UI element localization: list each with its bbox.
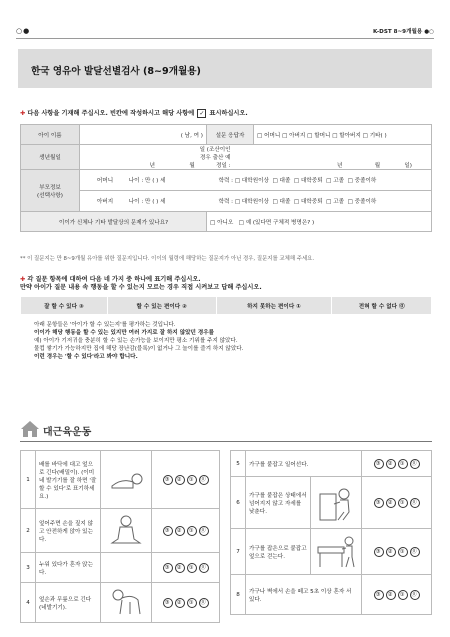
item-row	[231, 575, 432, 615]
respondent-options[interactable]	[254, 125, 432, 145]
baby-sitting-icon	[106, 513, 146, 547]
form-code: K-DST 8~9개월용 ●○	[373, 29, 434, 35]
item-number: 6	[231, 477, 246, 529]
disease-no-checkbox[interactable]: □ 아니오	[210, 219, 234, 226]
item-number: 4	[21, 583, 36, 623]
scale-3: 잘 할 수 있다 ③	[21, 297, 108, 315]
item-row	[21, 583, 220, 623]
due-month-unit: 월	[374, 163, 381, 169]
due-date-label: 일 (조산이인 경우 출산 예정일 :	[199, 147, 231, 169]
item-number: 5	[231, 451, 246, 477]
guide-line: 예) 아이가 기저귀을 충분히 할 수 있는 손가능을 보이지만 평소 기위를 주지 않았다.	[34, 338, 238, 345]
father-edu-dropout[interactable]: □ 대학중퇴	[293, 199, 323, 205]
fill-instruction	[20, 108, 248, 118]
score-options[interactable]: ③ ② ① ⓪	[152, 553, 220, 583]
items-right-table	[230, 450, 432, 615]
items-left-table	[20, 450, 220, 623]
father-edu-grad[interactable]: □ 대학원이상	[234, 199, 269, 205]
plus-icon: ✚	[20, 110, 26, 117]
guide-line: 이이가 해당 행동을 할 수 있는 있지만 여러 가지로 잘 하지 않았던 경우를	[34, 330, 215, 337]
mother-label: 어머니	[96, 178, 114, 184]
score-options[interactable]: ③ ② ① ⓪	[152, 451, 220, 509]
score-options[interactable]: ③ ② ① ⓪	[362, 451, 432, 477]
disease-answer[interactable]	[207, 212, 432, 232]
item-text: 가구를 붙잡고 일어선다.	[246, 451, 362, 477]
scale-0: 전혀 할 수 없다 ⓪	[332, 297, 432, 315]
baby-holding-furniture-icon	[316, 482, 356, 522]
mother-education-label: 학력 :	[218, 178, 234, 184]
item-text: 가구를 잡은으로 붙잡고 엎으로 걷는다.	[246, 529, 311, 575]
score-options[interactable]: ③ ② ① ⓪	[152, 509, 220, 553]
mother-edu-college[interactable]: □ 대졸	[272, 178, 291, 184]
father-row	[80, 191, 432, 212]
score-options[interactable]: ③ ② ① ⓪	[362, 477, 432, 529]
guide-line: 이런 경우는 '할 수 있다'라고 봐야 합니다.	[34, 354, 138, 361]
father-education-label: 학력 :	[218, 199, 234, 205]
scale-instruction	[20, 276, 262, 293]
child-name-label: 아이 이름	[21, 125, 80, 145]
birth-month-unit: 월	[189, 163, 195, 169]
birth-label: 생년월일	[21, 145, 80, 170]
guide-line: 물컵 쌓기가 가능하지만 집에 해당 장난감(블록)이 없거나 그 놀이를 즐겨 하지 않았다.	[34, 346, 244, 353]
mother-edu-dropout[interactable]: □ 대학중퇴	[293, 178, 323, 184]
mother-edu-middle[interactable]: □ 중졸이하	[347, 178, 377, 184]
header-divider	[16, 38, 434, 39]
scale-1: 하지 못하는 편이다 ①	[216, 297, 332, 315]
page-title: 한국 영유아 발달선별검사 (8~9개월용)	[31, 66, 201, 77]
scoring-guide	[34, 321, 243, 362]
mother-edu-grad[interactable]: □ 대학원이상	[234, 178, 269, 184]
birth-year-unit: 년	[149, 163, 155, 169]
score-options[interactable]: ③ ② ① ⓪	[152, 583, 220, 623]
age-note: ** 이 질문지는 만 8~9개월 유아를 위한 질문지입니다. 이이의 월령에 해당하는 질문지가 아닌 경우, 질문지를 교체해 주세요.	[20, 256, 315, 262]
mother-edu-high[interactable]: □ 고졸	[326, 178, 345, 184]
item-text: 배를 바닥에 대고 엎으로 긴다(배밀이). (이미 네 발기기를 잘 하면 '잘 할 수 있다'로 표기하세요.)	[36, 451, 101, 509]
item-row	[21, 553, 220, 583]
due-year-unit: 년	[336, 163, 343, 169]
item-text: 엎어주면 손을 짚지 않고 안전하게 앉아 있는다.	[36, 509, 101, 553]
item-text: 누워 있다가 혼자 앉는다.	[36, 553, 101, 583]
item-number: 3	[21, 553, 36, 583]
instruction-text-end: 표시하십시오.	[207, 110, 248, 117]
scale-instruction-line1: 각 질문 항목에 대하여 다음 네 가지 중 하나에 표기해 주십시오.	[25, 276, 201, 283]
section-divider	[20, 441, 432, 442]
baby-cruising-icon	[316, 533, 356, 569]
father-edu-high[interactable]: □ 고졸	[326, 199, 345, 205]
info-table	[20, 124, 432, 232]
due-day-unit: 일)	[404, 163, 412, 169]
item-row	[231, 529, 432, 575]
scale-2: 할 수 있는 편이다 ②	[107, 297, 216, 315]
item-illustration	[101, 583, 152, 623]
birth-field[interactable]	[80, 145, 432, 170]
item-number: 8	[231, 575, 246, 615]
item-number: 1	[21, 451, 36, 509]
mother-age-field[interactable]: 나이 : 만 ( ) 세	[128, 178, 166, 184]
item-row	[231, 477, 432, 529]
father-edu-college[interactable]: □ 대졸	[272, 199, 291, 205]
plus-icon: ✚	[20, 276, 26, 283]
item-illustration	[101, 509, 152, 553]
respondent-label: 설문 응답자	[207, 125, 254, 145]
disease-yes-checkbox[interactable]: □ 예 (있다면 구체적 병명은? )	[238, 219, 315, 226]
baby-crawling-icon	[106, 586, 146, 618]
mother-row	[80, 170, 432, 191]
section-title: 대근육운동	[43, 427, 92, 438]
father-label: 아버지	[96, 199, 114, 205]
item-number: 2	[21, 509, 36, 553]
disease-question: 이이가 신체나 기타 발달상의 문제가 있나요?	[21, 212, 207, 232]
score-options[interactable]: ③ ② ① ⓪	[362, 529, 432, 575]
baby-crawling-belly-icon	[106, 464, 146, 494]
item-number: 7	[231, 529, 246, 575]
item-row	[231, 451, 432, 477]
item-row	[21, 509, 220, 553]
child-name-field[interactable]	[80, 125, 207, 145]
parent-info-label: 부모정보 (선택사항)	[21, 170, 80, 212]
header-dots: ○●	[16, 27, 31, 35]
item-text: 엎손과 무릎으로 긴다 (네발기기).	[36, 583, 101, 623]
item-illustration	[311, 529, 362, 575]
scale-instruction-line2: 만약 아이가 질문 내용 속 행동을 할 수 있는지 모르는 경우 직접 시켜보고 답해 주십시오.	[20, 284, 262, 292]
item-illustration	[311, 477, 362, 529]
score-scale	[20, 296, 432, 315]
house-icon	[20, 420, 40, 438]
respondent-mother-checkbox[interactable]: □ 어머니	[257, 132, 281, 139]
father-edu-middle[interactable]: □ 중졸이하	[347, 199, 377, 205]
respondent-grandmother-checkbox[interactable]: □ 할머니	[307, 132, 331, 139]
item-illustration	[101, 553, 152, 583]
respondent-grandfather-checkbox[interactable]: □ 할아버지	[332, 132, 361, 139]
item-row	[21, 451, 220, 509]
father-age-field[interactable]: 나이 : 만 ( ) 세	[128, 199, 166, 205]
item-text: 가구나 벽에서 손을 떼고 5초 이상 혼자 서 있다.	[246, 575, 362, 615]
check-icon: ✓	[199, 109, 205, 117]
sex-selector[interactable]: ( 남, 여 )	[180, 132, 203, 139]
item-illustration	[101, 451, 152, 509]
score-options[interactable]: ③ ② ① ⓪	[362, 575, 432, 615]
guide-line: 아래 문항들은 '아이가 할 수 있는지'를 평가하는 것입니다.	[34, 322, 176, 328]
instruction-text: 다음 사항을 기재해 주십시오. 빈칸에 작성하시고 해당 사항에	[25, 110, 197, 117]
title-bar	[18, 49, 432, 88]
respondent-other-checkbox[interactable]: □ 기타( )	[362, 132, 387, 139]
item-text: 가구를 붙잡은 상태에서 넘어지지 않고 자세를 낮춘다.	[246, 477, 311, 529]
respondent-father-checkbox[interactable]: □ 아버지	[282, 132, 306, 139]
